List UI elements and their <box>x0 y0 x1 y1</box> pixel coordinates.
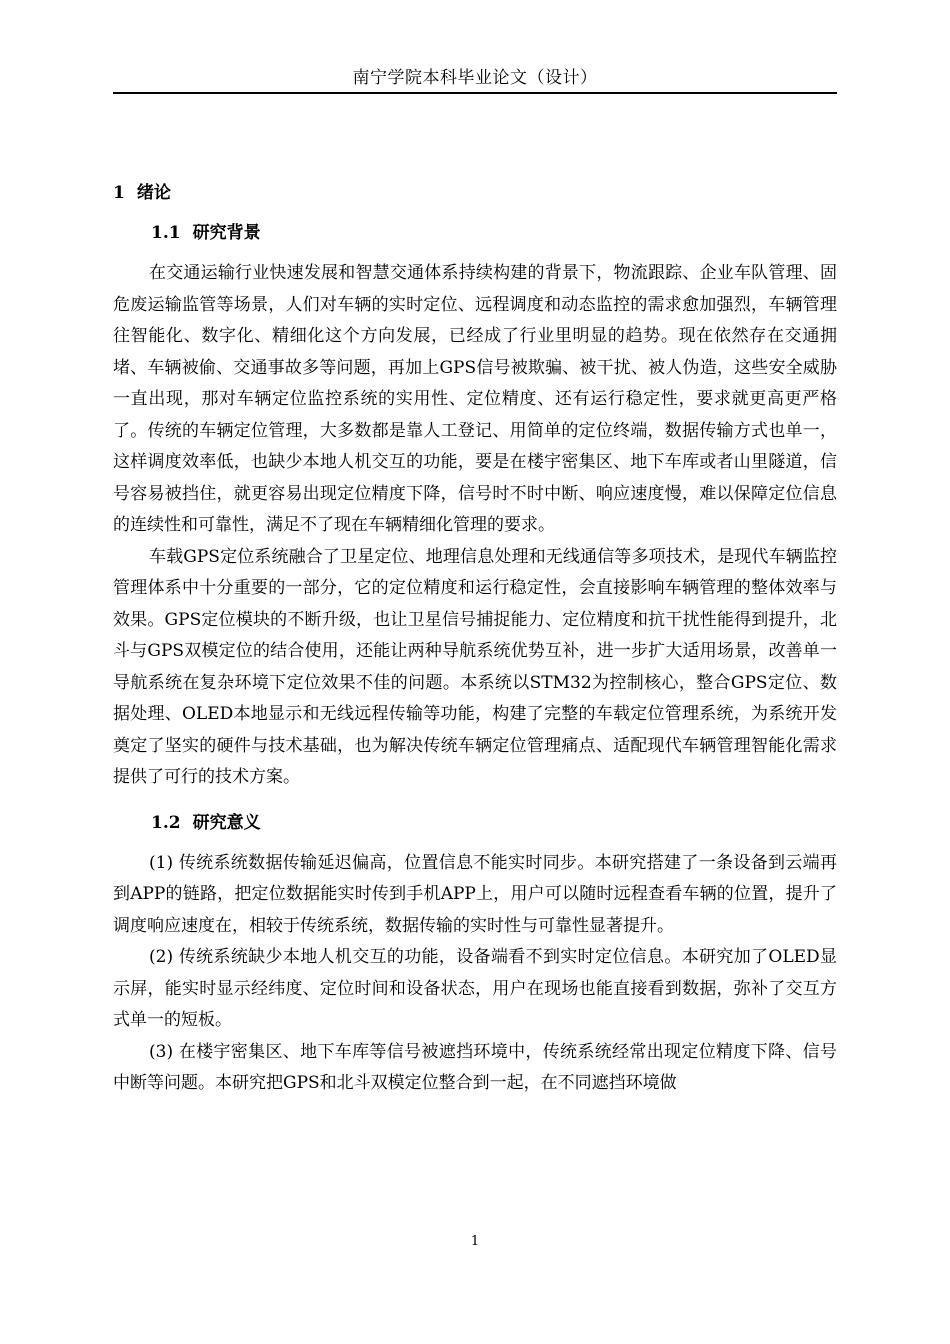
section-title: 研究意义 <box>192 812 261 833</box>
section-title: 研究背景 <box>192 223 261 243</box>
chapter-title: 绪论 <box>136 183 171 203</box>
section-number: 1.1 <box>151 223 181 243</box>
list-paragraph: (3) 在楼宇密集区、地下车库等信号被遮挡环境中，传统系统经常出现定位精度下降、信号中断等问题。本研究把GPS和北斗双模定位整合到一起，在不同遮挡环境做 <box>113 1041 837 1093</box>
chapter-number: 1 <box>113 183 125 203</box>
section-number: 1.2 <box>151 812 181 833</box>
running-header: 南宁学院本科毕业论文（设计） <box>352 68 598 88</box>
section-heading-background <box>151 218 837 248</box>
page-number: 1 <box>470 1234 480 1249</box>
header-rule <box>113 92 837 94</box>
list-paragraph: (1) 传统系统数据传输延迟偏高，位置信息不能实时同步。本研究搭建了一条设备到云端再到APP的链路，把定位数据能实时传到手机APP上，用户可以随时远程查看车辆的位置，提升了调度响应速度在，相较于传统系统，数据传输的实时性与可靠性显著提升。 <box>113 852 837 936</box>
section-heading-significance <box>151 808 837 838</box>
document-body <box>113 178 837 1100</box>
paragraph: 在交通运输行业快速发展和智慧交通体系持续构建的背景下，物流跟踪、企业车队管理、固危废运输监管等场景，人们对车辆的实时定位、远程调度和动态监控的需求愈加强烈，车辆管理往智能化、数字化、精细化这个方向发展，已经成了行业里明显的趋势。现在依然存在交通拥堵、车辆被偷、交通事故多等问题，再加上GPS信号被欺骗、被干扰、被人伪造，这些安全威胁一直出现，那对车辆定位监控系统的实用性、定位精度、还有运行稳定性，要求就更高更严格了。传统的车辆定位管理，大多数都是靠人工登记、用简单的定位终端，数据传输方式也单一，这样调度效率低，也缺少本地人机交互的功能，要是在楼宇密集区、地下车库或者山里隧道，信号容易被挡住，就更容易出现定位精度下降，信号时不时中断、响应速度慢，难以保障定位信息的连续性和可靠性，满足不了现在车辆精细化管理的要求。 <box>113 263 837 535</box>
chapter-heading <box>113 178 837 208</box>
list-paragraph: (2) 传统系统缺少本地人机交互的功能，设备端看不到实时定位信息。本研究加了OLED显示屏，能实时显示经纬度、定位时间和设备状态，用户在现场也能直接看到数据，弥补了交互方式单一的短板。 <box>113 947 837 1030</box>
paragraph: 车载GPS定位系统融合了卫星定位、地理信息处理和无线通信等多项技术，是现代车辆监控管理体系中十分重要的一部分，它的定位精度和运行稳定性，会直接影响车辆管理的整体效率与效果。GPS定位模块的不断升级，也让卫星信号捕捉能力、定位精度和抗干扰性能得到提升，北斗与GPS双模定位的结合使用，还能让两种导航系统优势互补，进一步扩大适用场景，改善单一导航系统在复杂环境下定位效果不佳的问题。本系统以STM32为控制核心，整合GPS定位、数据处理、OLED本地显示和无线远程传输等功能，构建了完整的车载定位管理系统，为系统开发奠定了坚实的硬件与技术基础，也为解决传统车辆定位管理痛点、适配现代车辆管理智能化需求提供了可行的技术方案。 <box>113 546 837 787</box>
